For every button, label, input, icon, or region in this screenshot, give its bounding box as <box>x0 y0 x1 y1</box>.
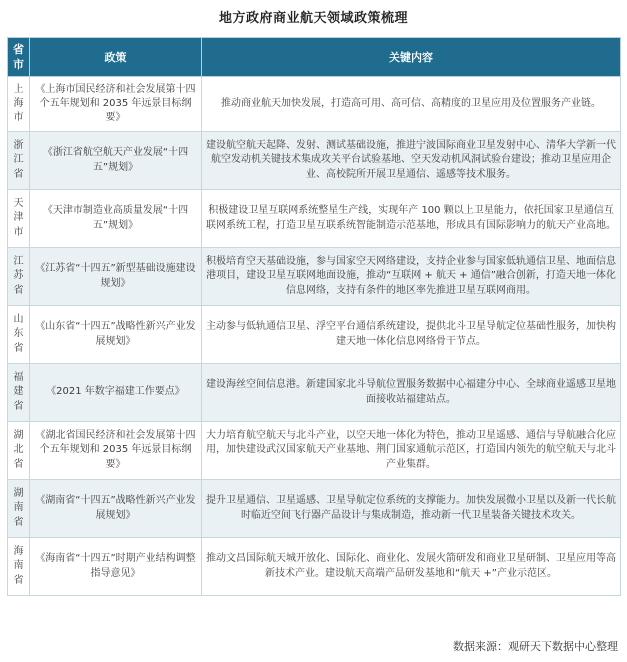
policy-cell: 《山东省“十四五”战略性新兴产业发展规划》 <box>30 306 202 364</box>
province-cell: 湖北省 <box>8 422 30 480</box>
province-cell: 上海市 <box>8 77 30 132</box>
key-content-cell: 主动参与低轨通信卫星、浮空平台通信系统建设，提供北斗卫星导航定位基础性服务，加快构建天地一体化信息网络骨干节点。 <box>202 306 621 364</box>
policy-cell: 《湖北省国民经济和社会发展第十四个五年规划和 2035 年远景目标纲要》 <box>30 422 202 480</box>
key-content-cell: 建设海丝空间信息港。新建国家北斗导航位置服务数据中心福建分中心、全球商业遥感卫星地面接收站福建站点。 <box>202 364 621 422</box>
policy-cell: 《江苏省“十四五”新型基础设施建设规划》 <box>30 248 202 306</box>
key-content-cell: 建设航空航天起降、发射、测试基础设施，推进宁波国际商业卫星发射中心、清华大学新一代航空发动机关键技术集成攻关平台试验基地、空天发动机风洞试验台建设；推动卫星应用企业、高校院所开展卫星通信、遥感等技术服务。 <box>202 132 621 190</box>
province-cell: 浙江省 <box>8 132 30 190</box>
key-content-cell: 推动商业航天加快发展，打造高可用、高可信、高精度的卫星应用及位置服务产业链。 <box>202 77 621 132</box>
key-content-cell: 提升卫星通信、卫星遥感、卫星导航定位系统的支撑能力。加快发展微小卫星以及新一代长航时临近空间飞行器产品设计与集成制造，推动新一代卫星装备关键技术攻关。 <box>202 480 621 538</box>
policy-cell: 《2021 年数字福建工作要点》 <box>30 364 202 422</box>
header-province-label: 省市 <box>13 43 24 71</box>
policy-cell: 《上海市国民经济和社会发展第十四个五年规划和 2035 年远景目标纲要》 <box>30 77 202 132</box>
table-header-row <box>8 38 621 77</box>
policy-cell: 《天津市制造业高质量发展“十四五”规划》 <box>30 190 202 248</box>
table-row <box>8 306 621 364</box>
header-policy: 政策 <box>30 38 202 77</box>
policy-cell: 《浙江省航空航天产业发展“十四五”规划》 <box>30 132 202 190</box>
province-cell: 山东省 <box>8 306 30 364</box>
page-title: 地方政府商业航天领域政策梳理 <box>218 11 408 26</box>
table-row <box>8 248 621 306</box>
header-province <box>8 38 30 77</box>
table-row <box>8 538 621 596</box>
table-row <box>8 422 621 480</box>
key-content-cell: 大力培育航空航天与北斗产业，以空天地一体化为特色，推动卫星遥感、通信与导航融合化应用，加快建设武汉国家航天产业基地、荆门国家通航示范区，打造国内领先的航空航天与北斗产业集群。 <box>202 422 621 480</box>
header-key-content: 关键内容 <box>202 38 621 77</box>
key-content-cell: 积极建设卫星互联网系统整星生产线，实现年产 100 颗以上卫星能力，依托国家卫星通信互联网系统工程，打造卫星互联系统智能制造示范基地，形成具有国际影响力的航天产业高地。 <box>202 190 621 248</box>
province-cell: 福建省 <box>8 364 30 422</box>
province-cell: 江苏省 <box>8 248 30 306</box>
province-cell: 湖南省 <box>8 480 30 538</box>
key-content-cell: 积极培育空天基础设施，参与国家空天网络建设，支持企业参与国家低轨通信卫星、地面信息港项目，建设卫星互联网地面设施，推动“互联网 + 航天 + 通信”融合创新，打造天地一体化信息网络，支持有条件的地区率先推进卫星互联网商用。 <box>202 248 621 306</box>
table-row <box>8 364 621 422</box>
policy-cell: 《海南省“十四五”时期产业结构调整指导意见》 <box>30 538 202 596</box>
policy-table <box>7 37 621 596</box>
table-row <box>8 480 621 538</box>
policy-cell: 《湖南省“十四五”战略性新兴产业发展规划》 <box>30 480 202 538</box>
table-row <box>8 132 621 190</box>
province-cell: 天津市 <box>8 190 30 248</box>
data-source-note: 数据来源：观研天下数据中心整理 <box>453 640 618 653</box>
province-cell: 海南省 <box>8 538 30 596</box>
table-row <box>8 77 621 132</box>
table-row <box>8 190 621 248</box>
key-content-cell: 推动文昌国际航天城开放化、国际化、商业化、发展火箭研发和商业卫星研制、卫星应用等高新技术产业。建设航天高端产品研发基地和“航天 +”产业示范区。 <box>202 538 621 596</box>
